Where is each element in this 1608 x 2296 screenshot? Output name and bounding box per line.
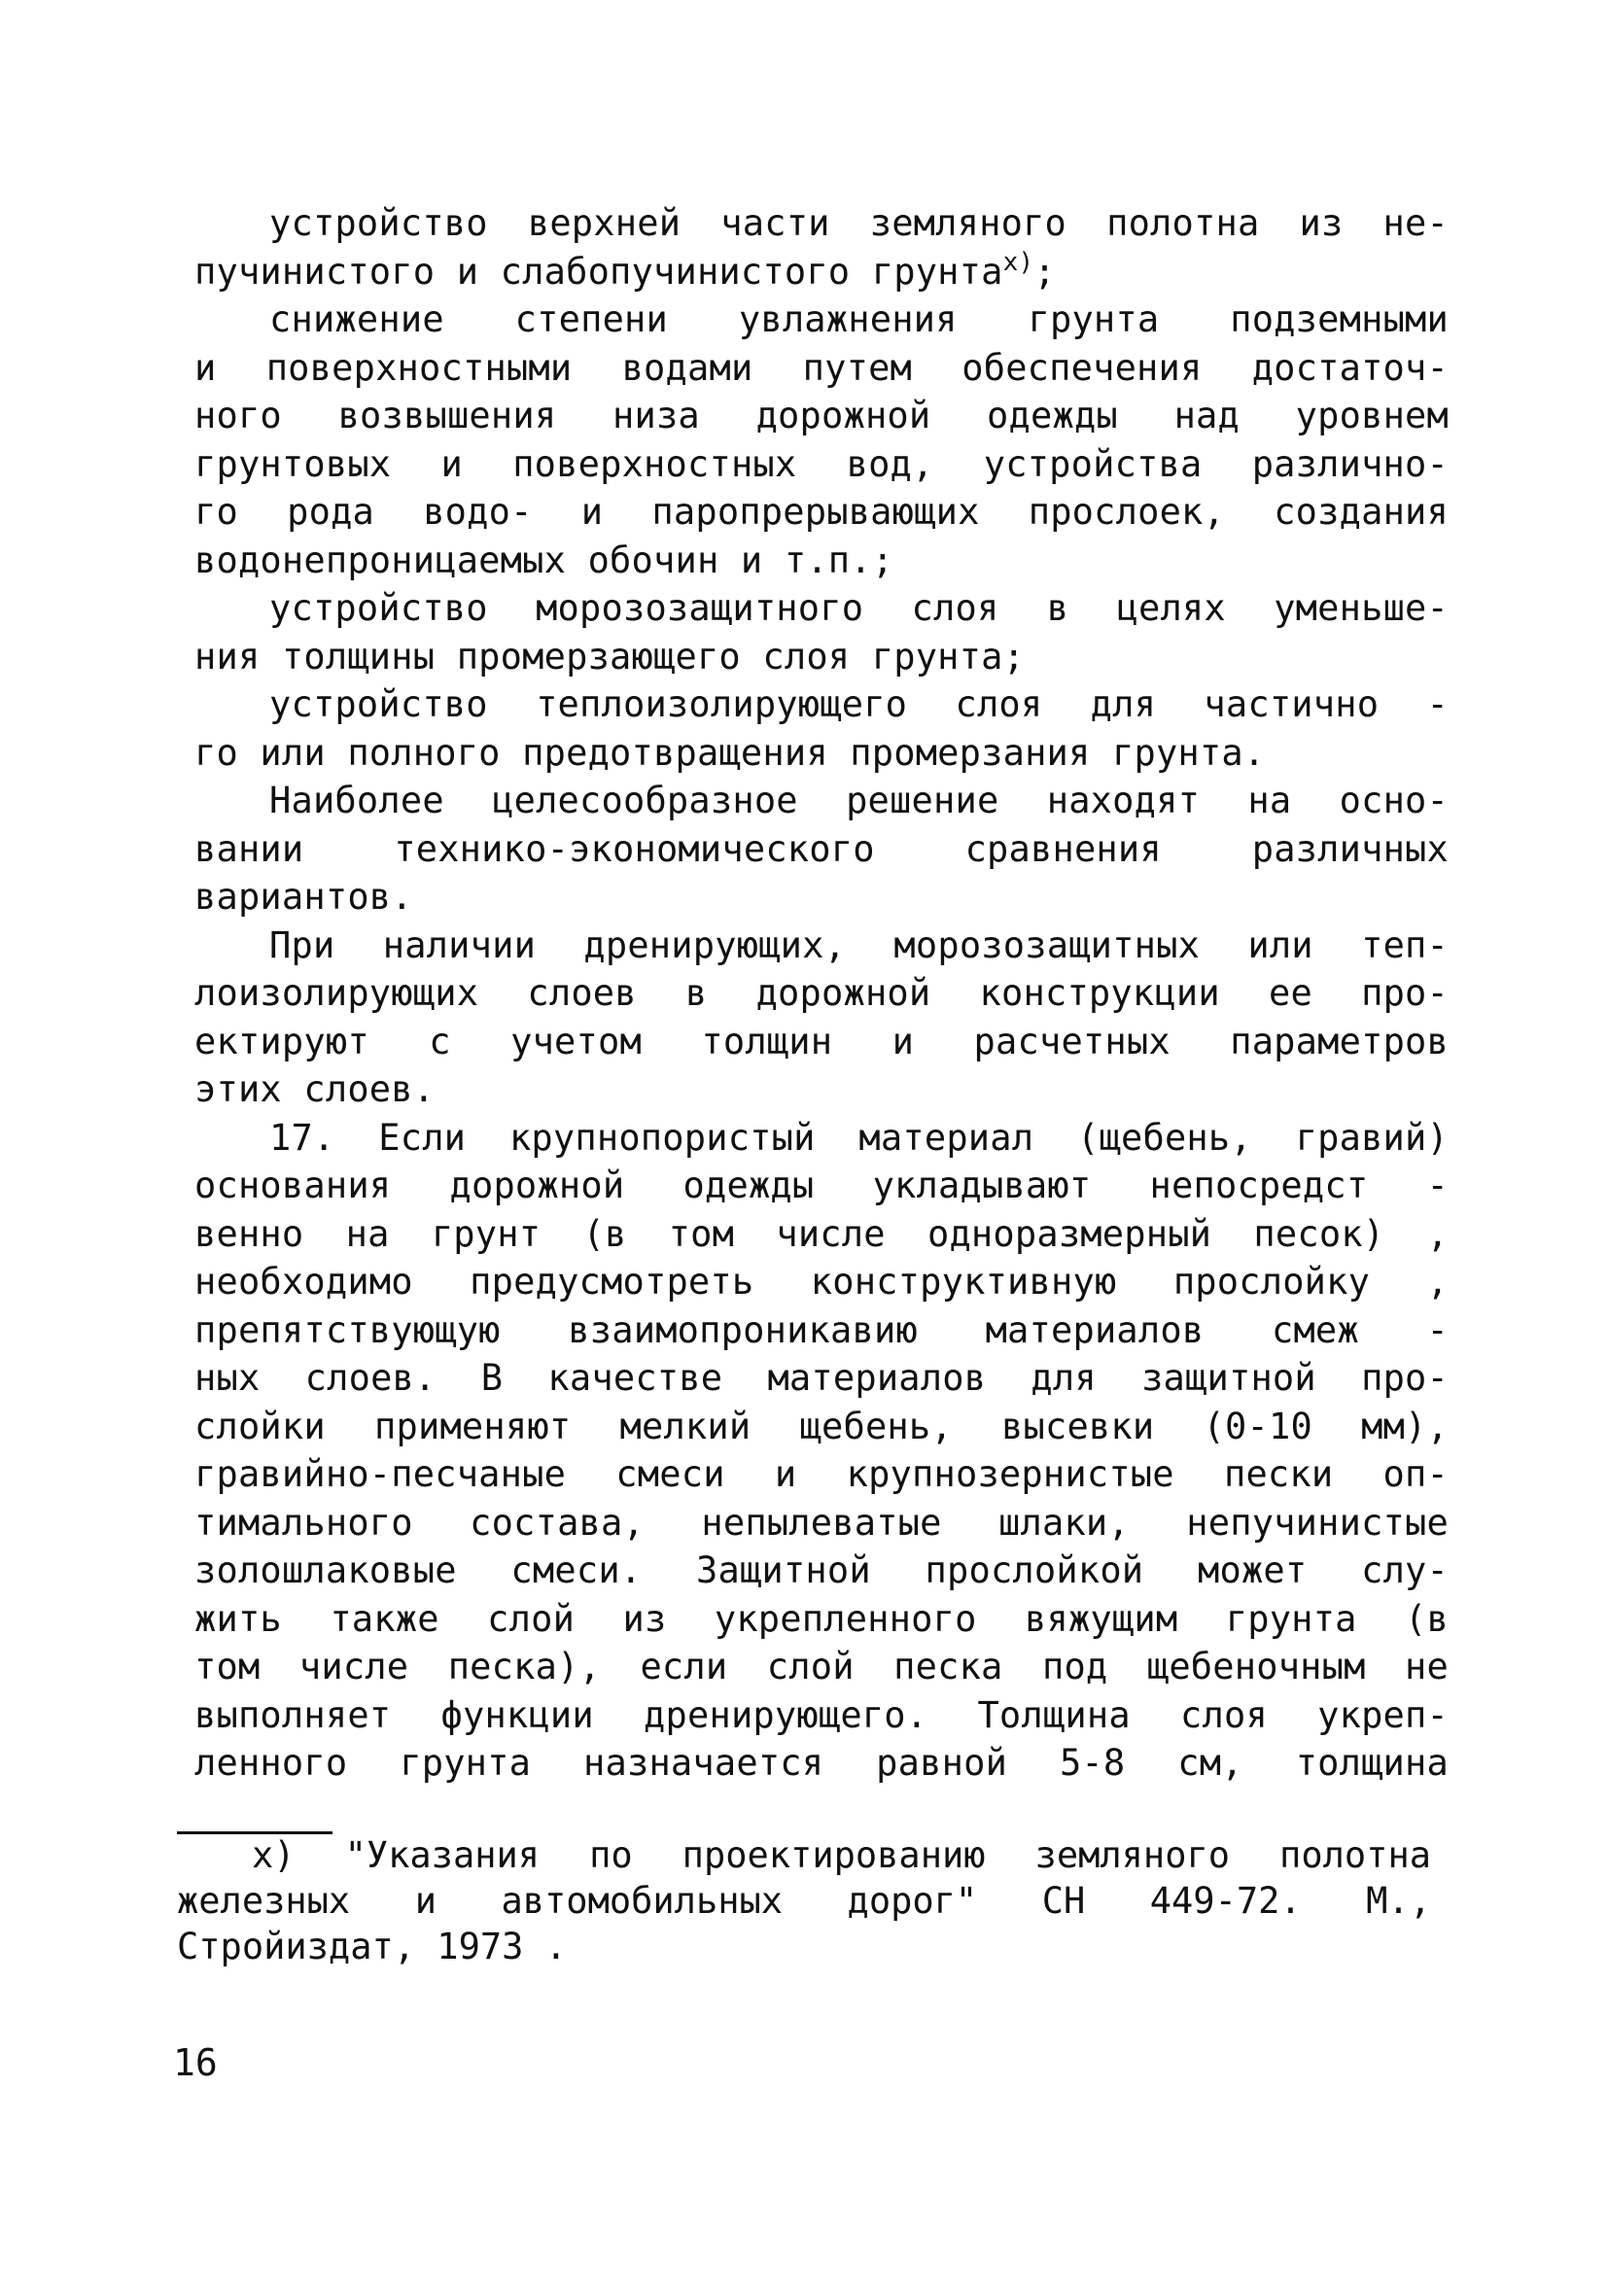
- body-line-13: [194, 777, 1449, 825]
- body-line-22: [194, 1210, 1449, 1259]
- body-line-text: слойки применяют мелкий щебень, высевки (0-10 мм),: [194, 1405, 1449, 1447]
- body-line-8: [194, 537, 1449, 585]
- footnote-line-text: железных и автомобильных дорог" СН 449-72. М.,: [177, 1880, 1431, 1922]
- body-line-28: [194, 1499, 1449, 1548]
- footnote-line-1: [177, 1832, 1431, 1878]
- body-line-text: препятствующую взаимопроникавию материалов смеж -: [194, 1308, 1449, 1351]
- body-line-tail: ;: [1033, 250, 1056, 293]
- body-line-text: том числе песка), если слой песка под щебеночным не: [194, 1646, 1449, 1687]
- footnote-line-2: [177, 1878, 1431, 1924]
- body-line-text: ных слоев. В качестве материалов для защитной про-: [194, 1357, 1449, 1399]
- body-line-text: вариантов.: [194, 876, 413, 918]
- body-line-3: [194, 296, 1449, 344]
- body-line-text: основания дорожной одежды укладывают непосредст -: [194, 1165, 1449, 1206]
- body-line-text: тимального состава, непылеватые шлаки, непучинистые: [194, 1501, 1449, 1544]
- body-line-2: [194, 248, 1449, 296]
- body-line-text: снижение степени увлажнения грунта подземными: [269, 298, 1449, 340]
- footnote-marker: x): [1002, 247, 1034, 277]
- body-line-25: [194, 1354, 1449, 1403]
- body-line-21: [194, 1162, 1449, 1210]
- body-line-text: устройство морозозащитного слоя в целях уменьше-: [269, 587, 1449, 629]
- body-line-11: [194, 680, 1449, 729]
- body-line-33: [194, 1739, 1449, 1788]
- body-line-text: грунтовых и поверхностных вод, устройства различно-: [194, 442, 1449, 485]
- body-line-text: устройство верхней части земляного полотна из не-: [269, 202, 1449, 244]
- body-line-31: [194, 1643, 1449, 1691]
- body-line-20: [194, 1114, 1449, 1163]
- body-line-text: ния толщины промерзающего слоя грунта;: [194, 635, 1026, 678]
- body-line-text: золошлаковые смеси. Защитной прослойкой может слу-: [194, 1549, 1449, 1591]
- body-line-1: [194, 199, 1449, 248]
- body-line-10: [194, 633, 1449, 681]
- body-line-5: [194, 392, 1449, 440]
- body-line-19: [194, 1065, 1449, 1114]
- body-line-text: лоизолирующих слоев в дорожной конструкции ее про-: [194, 972, 1449, 1014]
- body-line-29: [194, 1547, 1449, 1595]
- body-line-26: [194, 1403, 1449, 1451]
- body-line-text: пучинистого и слабопучинистого грунта: [194, 250, 1003, 293]
- body-line-17: [194, 969, 1449, 1018]
- body-line-23: [194, 1258, 1449, 1306]
- body-line-9: [194, 584, 1449, 633]
- body-line-text: ного возвышения низа дорожной одежды над уровнем: [194, 395, 1449, 436]
- body-line-27: [194, 1450, 1449, 1499]
- body-line-text: этих слоев.: [194, 1068, 436, 1110]
- body-line-text: ленного грунта назначается равной 5-8 см, толщина: [194, 1742, 1449, 1784]
- body-line-6: [194, 440, 1449, 489]
- body-line-text: водонепроницаемых обочин и т.п.;: [194, 539, 894, 581]
- body-line-text: вании технико-экономического сравнения различных: [194, 827, 1449, 870]
- body-line-4: [194, 344, 1449, 393]
- body-line-7: [194, 488, 1449, 537]
- footnote-block: [177, 1832, 1431, 1969]
- body-line-30: [194, 1595, 1449, 1644]
- body-line-24: [194, 1306, 1449, 1355]
- body-line-15: [194, 873, 1449, 922]
- body-line-text: го или полного предотвращения промерзания грунта.: [194, 731, 1266, 774]
- footnote-line-text: Стройиздат, 1973 .: [177, 1926, 567, 1967]
- body-line-text: При наличии дренирующих, морозозащитных или теп-: [269, 923, 1449, 966]
- footnote-line-text: x) "Указания по проектированию земляного полотна: [252, 1834, 1431, 1876]
- body-line-text: Наиболее целесообразное решение находят на осно-: [269, 780, 1449, 821]
- body-line-18: [194, 1018, 1449, 1066]
- body-line-12: [194, 729, 1449, 778]
- body-line-text: необходимо предусмотреть конструктивную прослойку ,: [194, 1261, 1449, 1303]
- body-line-text: 17. Если крупнопористый материал (щебень, гравий): [269, 1116, 1449, 1159]
- body-line-text: жить также слой из укрепленного вяжущим грунта (в: [194, 1597, 1449, 1640]
- body-line-text: гравийно-песчаные смеси и крупнозернистые пески оп-: [194, 1453, 1449, 1495]
- body-line-text: и поверхностными водами путем обеспечения достаточ-: [194, 346, 1449, 389]
- body-line-16: [194, 922, 1449, 970]
- body-line-text: устройство теплоизолирующего слоя для частично -: [269, 683, 1449, 725]
- body-line-32: [194, 1691, 1449, 1740]
- document-body: [194, 199, 1449, 1788]
- body-line-14: [194, 825, 1449, 874]
- body-line-text: выполняет функции дренирующего. Толщина слоя укреп-: [194, 1693, 1449, 1736]
- page-number: 16: [173, 2041, 218, 2084]
- body-line-text: го рода водо- и паропрерывающих прослоек, создания: [194, 491, 1449, 533]
- body-line-text: ектируют с учетом толщин и расчетных параметров: [194, 1020, 1449, 1062]
- body-line-text: венно на грунт (в том числе одноразмерный песок) ,: [194, 1212, 1449, 1255]
- footnote-line-3: [177, 1924, 1431, 1969]
